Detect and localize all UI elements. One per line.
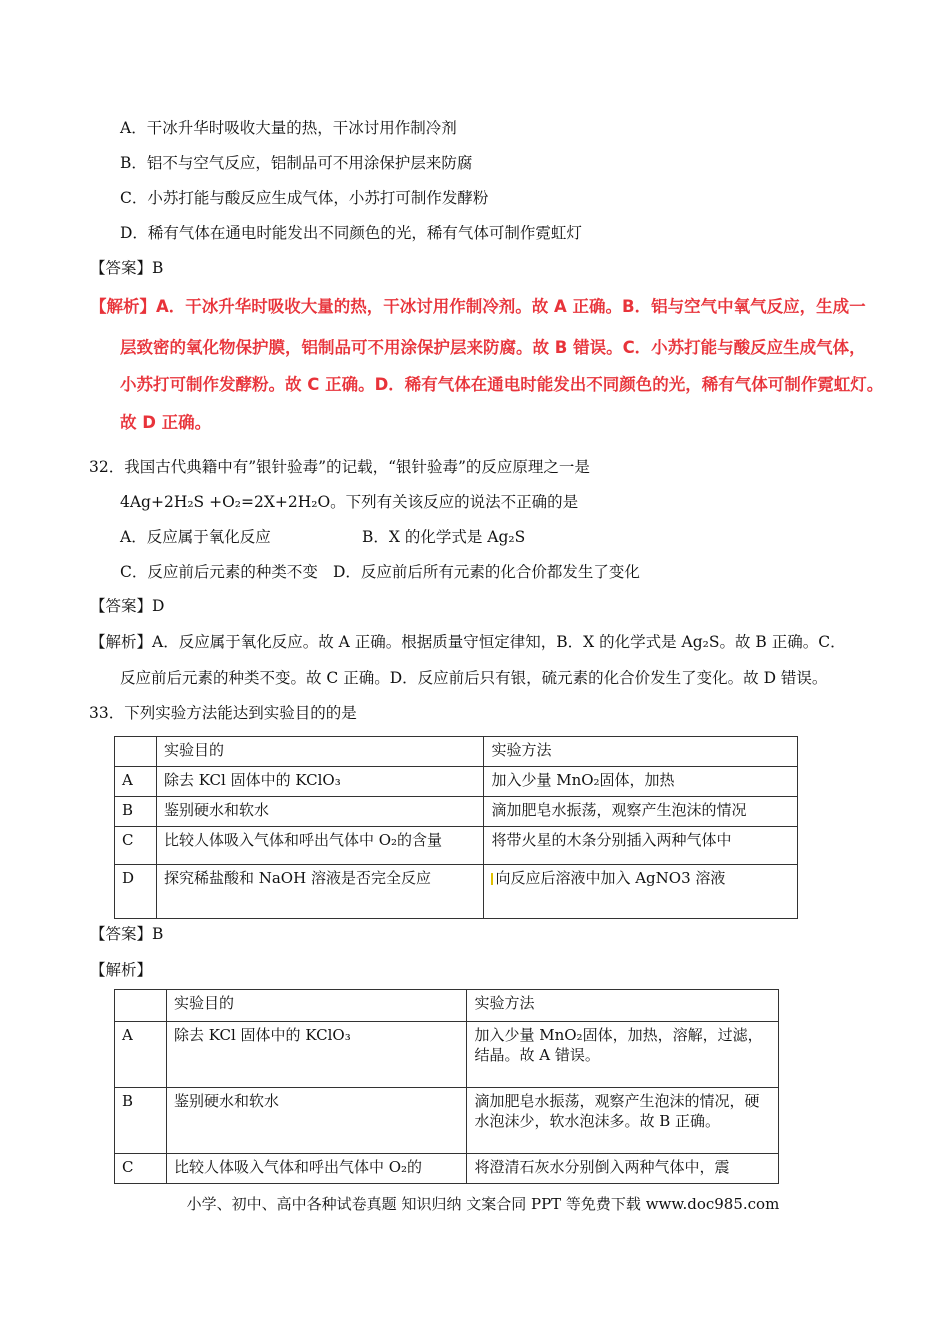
q33-analysis-label: 【解析】 — [90, 961, 153, 979]
table-cell: 鉴别硬水和软水 — [156, 797, 483, 827]
q33-table-analysis — [114, 989, 779, 1184]
q32-stem-line-1: 32．我国古代典籍中有”银针验毒”的记载，“银针验毒”的反应原理之一是 — [89, 458, 590, 476]
q33-answer: 【答案】B — [90, 925, 164, 943]
table-cell: 加入少量 MnO₂固体，加热 — [484, 767, 798, 797]
table-header-row — [115, 737, 798, 767]
q31-option-d: D．稀有气体在通电时能发出不同颜色的光，稀有气体可制作霓虹灯 — [120, 224, 582, 242]
table-cell: D — [115, 865, 157, 919]
table-header-cell: 实验目的 — [166, 990, 467, 1022]
q33-table-options — [114, 736, 798, 919]
table-row — [115, 767, 798, 797]
footer-text: 小学、初中、高中各种试卷真题 知识归纳 文案合同 PPT 等免费下载 www.doc985.com — [186, 1195, 780, 1213]
table-row — [115, 865, 798, 919]
table-header-cell — [115, 737, 157, 767]
table-cell: 比较人体吸入气体和呼出气体中 O₂的 — [166, 1154, 467, 1184]
table-cell: C — [115, 1154, 167, 1184]
table-cell: 除去 KCl 固体中的 KClO₃ — [156, 767, 483, 797]
table-cell: 将澄清石灰水分别倒入两种气体中，震 — [467, 1154, 779, 1184]
q33-stem: 33．下列实验方法能达到实验目的的是 — [89, 704, 357, 722]
q32-option-c: C．反应前后元素的种类不变 — [120, 563, 318, 581]
q31-analysis-line-4: 故 D 正确。 — [120, 413, 212, 432]
table-cell: 探究稀盐酸和 NaOH 溶液是否完全反应 — [156, 865, 483, 919]
q31-analysis-line-3: 小苏打可制作发酵粉。故 C 正确。D．稀有气体在通电时能发出不同颜色的光，稀有气体可制作霓虹灯。 — [120, 375, 884, 394]
table-cell: A — [115, 1022, 167, 1088]
table-header-cell: 实验方法 — [484, 737, 798, 767]
q31-option-b: B．铝不与空气反应，铝制品可不用涂保护层来防腐 — [120, 154, 473, 172]
table-cell: C — [115, 827, 157, 865]
table-cell — [484, 865, 798, 919]
q32-option-d: D．反应前后所有元素的化合价都发生了变化 — [333, 563, 640, 581]
table-cell: 除去 KCl 固体中的 KClO₃ — [166, 1022, 467, 1088]
table-row — [115, 797, 798, 827]
q32-stem-line-2: 4Ag+2H₂S +O₂=2X+2H₂O。下列有关该反应的说法不正确的是 — [120, 493, 579, 511]
table-cell: B — [115, 797, 157, 827]
table-cell: 鉴别硬水和软水 — [166, 1088, 467, 1154]
table-row — [115, 1154, 779, 1184]
table-cell: A — [115, 767, 157, 797]
table-row — [115, 1022, 779, 1088]
q32-analysis-line-1: 【解析】A．反应属于氧化反应。故 A 正确。根据质量守恒定律知，B．X 的化学式是 Ag₂S。故 B 正确。C． — [90, 633, 846, 651]
q31-answer: 【答案】B — [90, 259, 164, 277]
q32-option-b: B．X 的化学式是 Ag₂S — [362, 528, 526, 546]
table-header-cell — [115, 990, 167, 1022]
cursor-mark-icon — [491, 873, 493, 885]
table-cell-text: 向反应后溶液中加入 AgNO3 溶液 — [495, 869, 726, 887]
q31-option-a: A．干冰升华时吸收大量的热，干冰讨用作制冷剂 — [120, 119, 457, 137]
page-footer — [0, 1193, 950, 1214]
table-cell: 滴加肥皂水振荡，观察产生泡沫的情况，硬水泡沫少，软水泡沫多。故 B 正确。 — [467, 1088, 779, 1154]
table-header-row — [115, 990, 779, 1022]
q32-answer: 【答案】D — [90, 597, 165, 615]
table-header-cell: 实验方法 — [467, 990, 779, 1022]
table-cell: 加入少量 MnO₂固体，加热，溶解，过滤，结晶。故 A 错误。 — [467, 1022, 779, 1088]
table-cell: 滴加肥皂水振荡，观察产生泡沫的情况 — [484, 797, 798, 827]
table-header-cell: 实验目的 — [156, 737, 483, 767]
table-row — [115, 827, 798, 865]
q32-analysis-line-2: 反应前后元素的种类不变。故 C 正确。D．反应前后只有银，硫元素的化合价发生了变化。故 D 错误。 — [120, 669, 828, 687]
table-cell: 比较人体吸入气体和呼出气体中 O₂的含量 — [156, 827, 483, 865]
q32-option-a: A．反应属于氧化反应 — [120, 528, 271, 546]
q31-option-c: C．小苏打能与酸反应生成气体，小苏打可制作发酵粉 — [120, 189, 489, 207]
table-cell: B — [115, 1088, 167, 1154]
table-row — [115, 1088, 779, 1154]
q31-analysis-line-1: 【解析】A．干冰升华时吸收大量的热，干冰讨用作制冷剂。故 A 正确。B．铝与空气中氧气反应，生成一 — [90, 297, 866, 316]
table-cell: 将带火星的木条分别插入两种气体中 — [484, 827, 798, 865]
q31-analysis-line-2: 层致密的氧化物保护膜，铝制品可不用涂保护层来防腐。故 B 错误。C．小苏打能与酸反应生成气体， — [120, 338, 866, 357]
